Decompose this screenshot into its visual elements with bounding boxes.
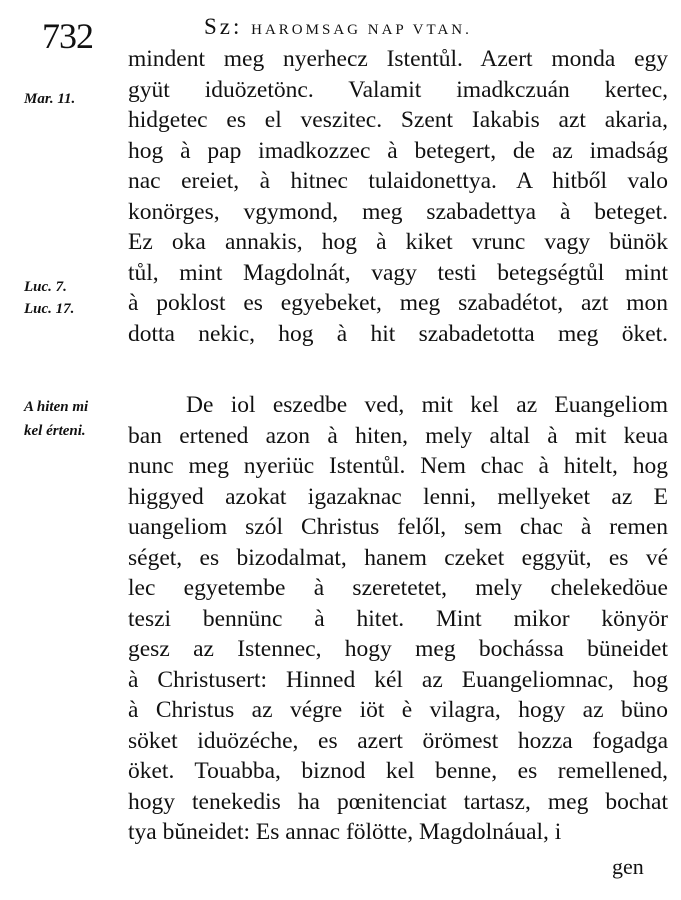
text-line: hidgetec es el veszitec. Szent Iakabis azt akaria, [128, 107, 668, 133]
text-line: hogy tenekedis ha pœnitenciat tartasz, meg bochat [128, 788, 668, 815]
margin-note-mar: Mar. 11. [24, 91, 76, 107]
text-line: séget, es bizodalmat, hanem czeket eggyüt, es vé [128, 544, 669, 571]
margin-note-luc-7: Luc. 7. [24, 279, 67, 295]
text-line: nunc meg nyeriüc Istentůl. Nem chac à hitelt, hog [128, 453, 668, 479]
text-line: tůl, mint Magdolnát, vagy testi betegségtůl mint [128, 259, 668, 286]
text-line: gesz az Istennec, hogy meg bochássa büneidet [128, 636, 669, 662]
running-head-initial: Sz: [204, 14, 243, 39]
text-line: mindent meg nyerhecz Istentůl. Azert monda egy [128, 46, 669, 72]
margin-note-faith-1: A hiten mi [24, 399, 89, 415]
text-line: à poklost es egyebeket, meg szabadétot, azt mon [128, 290, 668, 316]
running-head-title: HAROMSAG NAP VTAN. [251, 22, 472, 38]
text-line: De iol eszedbe ved, mit kel az Euangeliom [186, 392, 668, 418]
text-line: gyüt iduözetönc. Valamit imadkczuán kertec, [128, 76, 669, 103]
text-line: tya bŭneidet: Es annac fölötte, Magdolnáual, i [128, 819, 562, 845]
text-line: ban ertened azon à hiten, mely altal à mit keua [128, 422, 669, 449]
text-line: öket. Touabba, biznod kel benne, es remellened, [128, 758, 668, 784]
text-line: konörges, vgymond, meg szabadettya à beteget. [128, 198, 669, 225]
margin-note-luc-17: Luc. 17. [24, 301, 75, 317]
text-line: higgyed azokat igazaknac lenni, mellyeket az E [128, 483, 669, 510]
text-line: dotta nekic, hog à hit szabadetotta meg öket. [128, 320, 669, 347]
text-line: lec egyetembe à szeretetet, mely chelekedöue [128, 575, 668, 601]
paragraph-1 [128, 44, 668, 349]
text-line: teszi bennünc à hitet. Mint mikor könyör [128, 605, 668, 632]
text-line: uangeliom szól Christus felől, sem chac à remen [128, 514, 668, 540]
running-head [204, 14, 472, 43]
text-line: hog à pap imadkozzec à betegert, de az imadság [128, 137, 668, 164]
catchword: gen [612, 854, 644, 879]
page-number: 732 [42, 16, 93, 56]
text-line: à Christus az végre iöt è vilagra, hogy az büno [128, 697, 668, 723]
text-line: Ez oka annakis, hog à kiket vrunc vagy bünök [128, 229, 668, 255]
paragraph-2 [128, 390, 668, 848]
text-line: söket iduözéche, es azert örömest hozza fogadga [128, 727, 669, 754]
text-line: à Christusert: Hinned kél az Euangeliomnac, hog [128, 666, 668, 693]
margin-note-faith-2: kel érteni. [24, 423, 86, 439]
text-line: nac ereiet, à hitnec tulaidonettya. A hitből valo [128, 168, 669, 194]
